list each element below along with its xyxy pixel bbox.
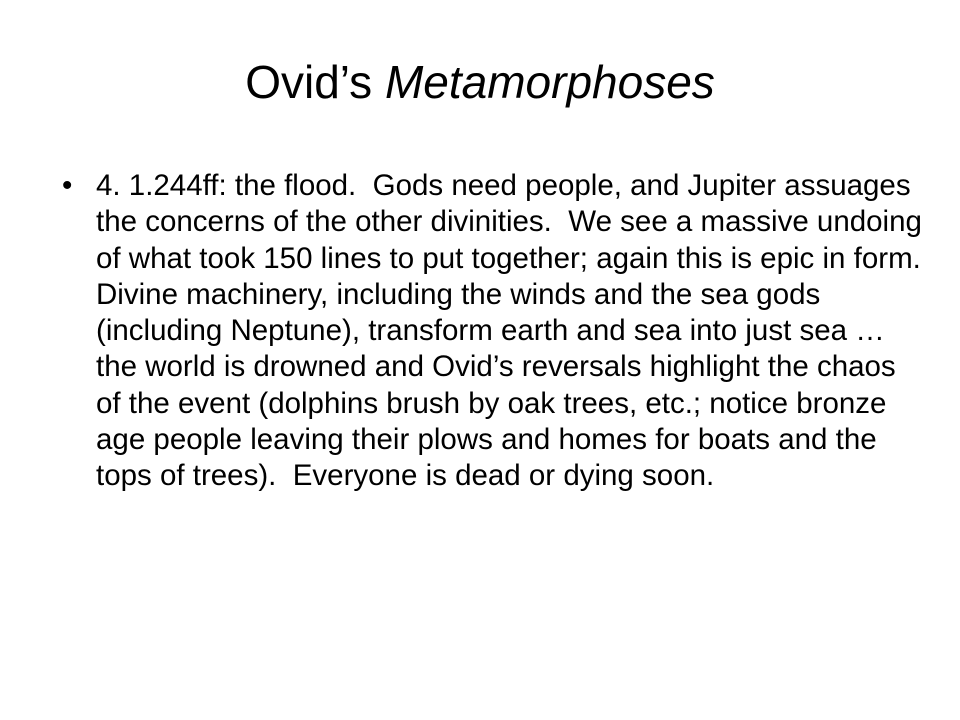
bullet-marker: • [62, 169, 73, 202]
slide-title [0, 52, 960, 112]
title-italic: Metamorphoses [384, 56, 715, 108]
bullet-item [62, 168, 938, 495]
title-plain: Ovid’s [245, 56, 385, 108]
bullet-list [62, 168, 938, 495]
bullet-text: 4. 1.244ff: the flood. Gods need people, and Jupiter assuages the concerns of the other divinities. We see a massive undoing of what took 150 lines to put together; again this is epic in form. Divine machinery, including the winds and the sea gods (including Neptune), transform earth and sea into just sea … the world is drowned and Ovid’s reversals highlight the chaos of the event (dolphins brush by oak trees, etc.; notice bronze age people leaving their plows and homes for boats and the tops of trees). Everyone is dead or dying soon. [96, 169, 938, 493]
